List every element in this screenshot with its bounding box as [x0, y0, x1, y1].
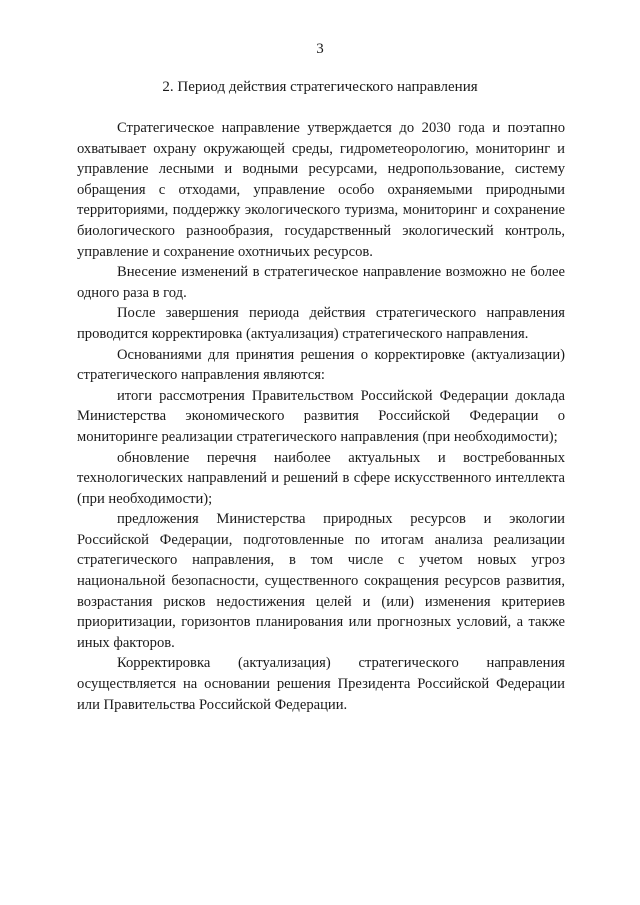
document-body: [77, 118, 565, 715]
paragraph-revision-authority: Корректировка (актуализация) стратегического направления осуществляется на основании решения Президента Российской Федерации или Правительства Российской Федерации.: [77, 655, 565, 713]
paragraph-grounds-intro: Основаниями для принятия решения о корректировке (актуализации) стратегического направления являются:: [77, 346, 565, 384]
paragraph-scope: Стратегическое направление утверждается до 2030 года и поэтапно охватывает охрану окружающей среды, гидрометеорологию, мониторинг и управление лесными и водными ресурсами, недропользование, систему обращения с отходами, управление особо охраняемыми природными территориями, поддержку экологического туризма, мониторинг и сохранение биологического разнообразия, государственный экологический контроль, управление и сохранение охотничьих ресурсов.: [77, 120, 565, 260]
paragraph-ground-ai-technologies: обновление перечня наиболее актуальных и востребованных технологических направлений и решений в сфере искусственного интеллекта (при необходимости);: [77, 449, 565, 507]
paragraph-post-period-revision: После завершения периода действия стратегического направления проводится корректировка (актуализация) стратегического направления.: [77, 305, 565, 342]
paragraph-ground-ministry-proposals: предложения Министерства природных ресурсов и экологии Российской Федерации, подготовленные по итогам анализа реализации стратегического направления, в том числе с учетом новых угроз национальной безопасности, существенного сокращения ресурсов развития, возрастания рисков недостижения целей и (или) изменения критериев приоритизации, горизонтов планирования или прогнозных условий, а также иных факторов.: [77, 511, 565, 651]
paragraph-ground-government-review: итоги рассмотрения Правительством Российской Федерации доклада Министерства экономического развития Российской Федерации о мониторинге реализации стратегического направления (при необходимости);: [77, 387, 565, 445]
paragraph-change-frequency: Внесение изменений в стратегическое направление возможно не более одного раза в год.: [77, 264, 565, 301]
section-title: 2. Период действия стратегического направления: [162, 79, 478, 95]
page-number: 3: [316, 41, 324, 57]
